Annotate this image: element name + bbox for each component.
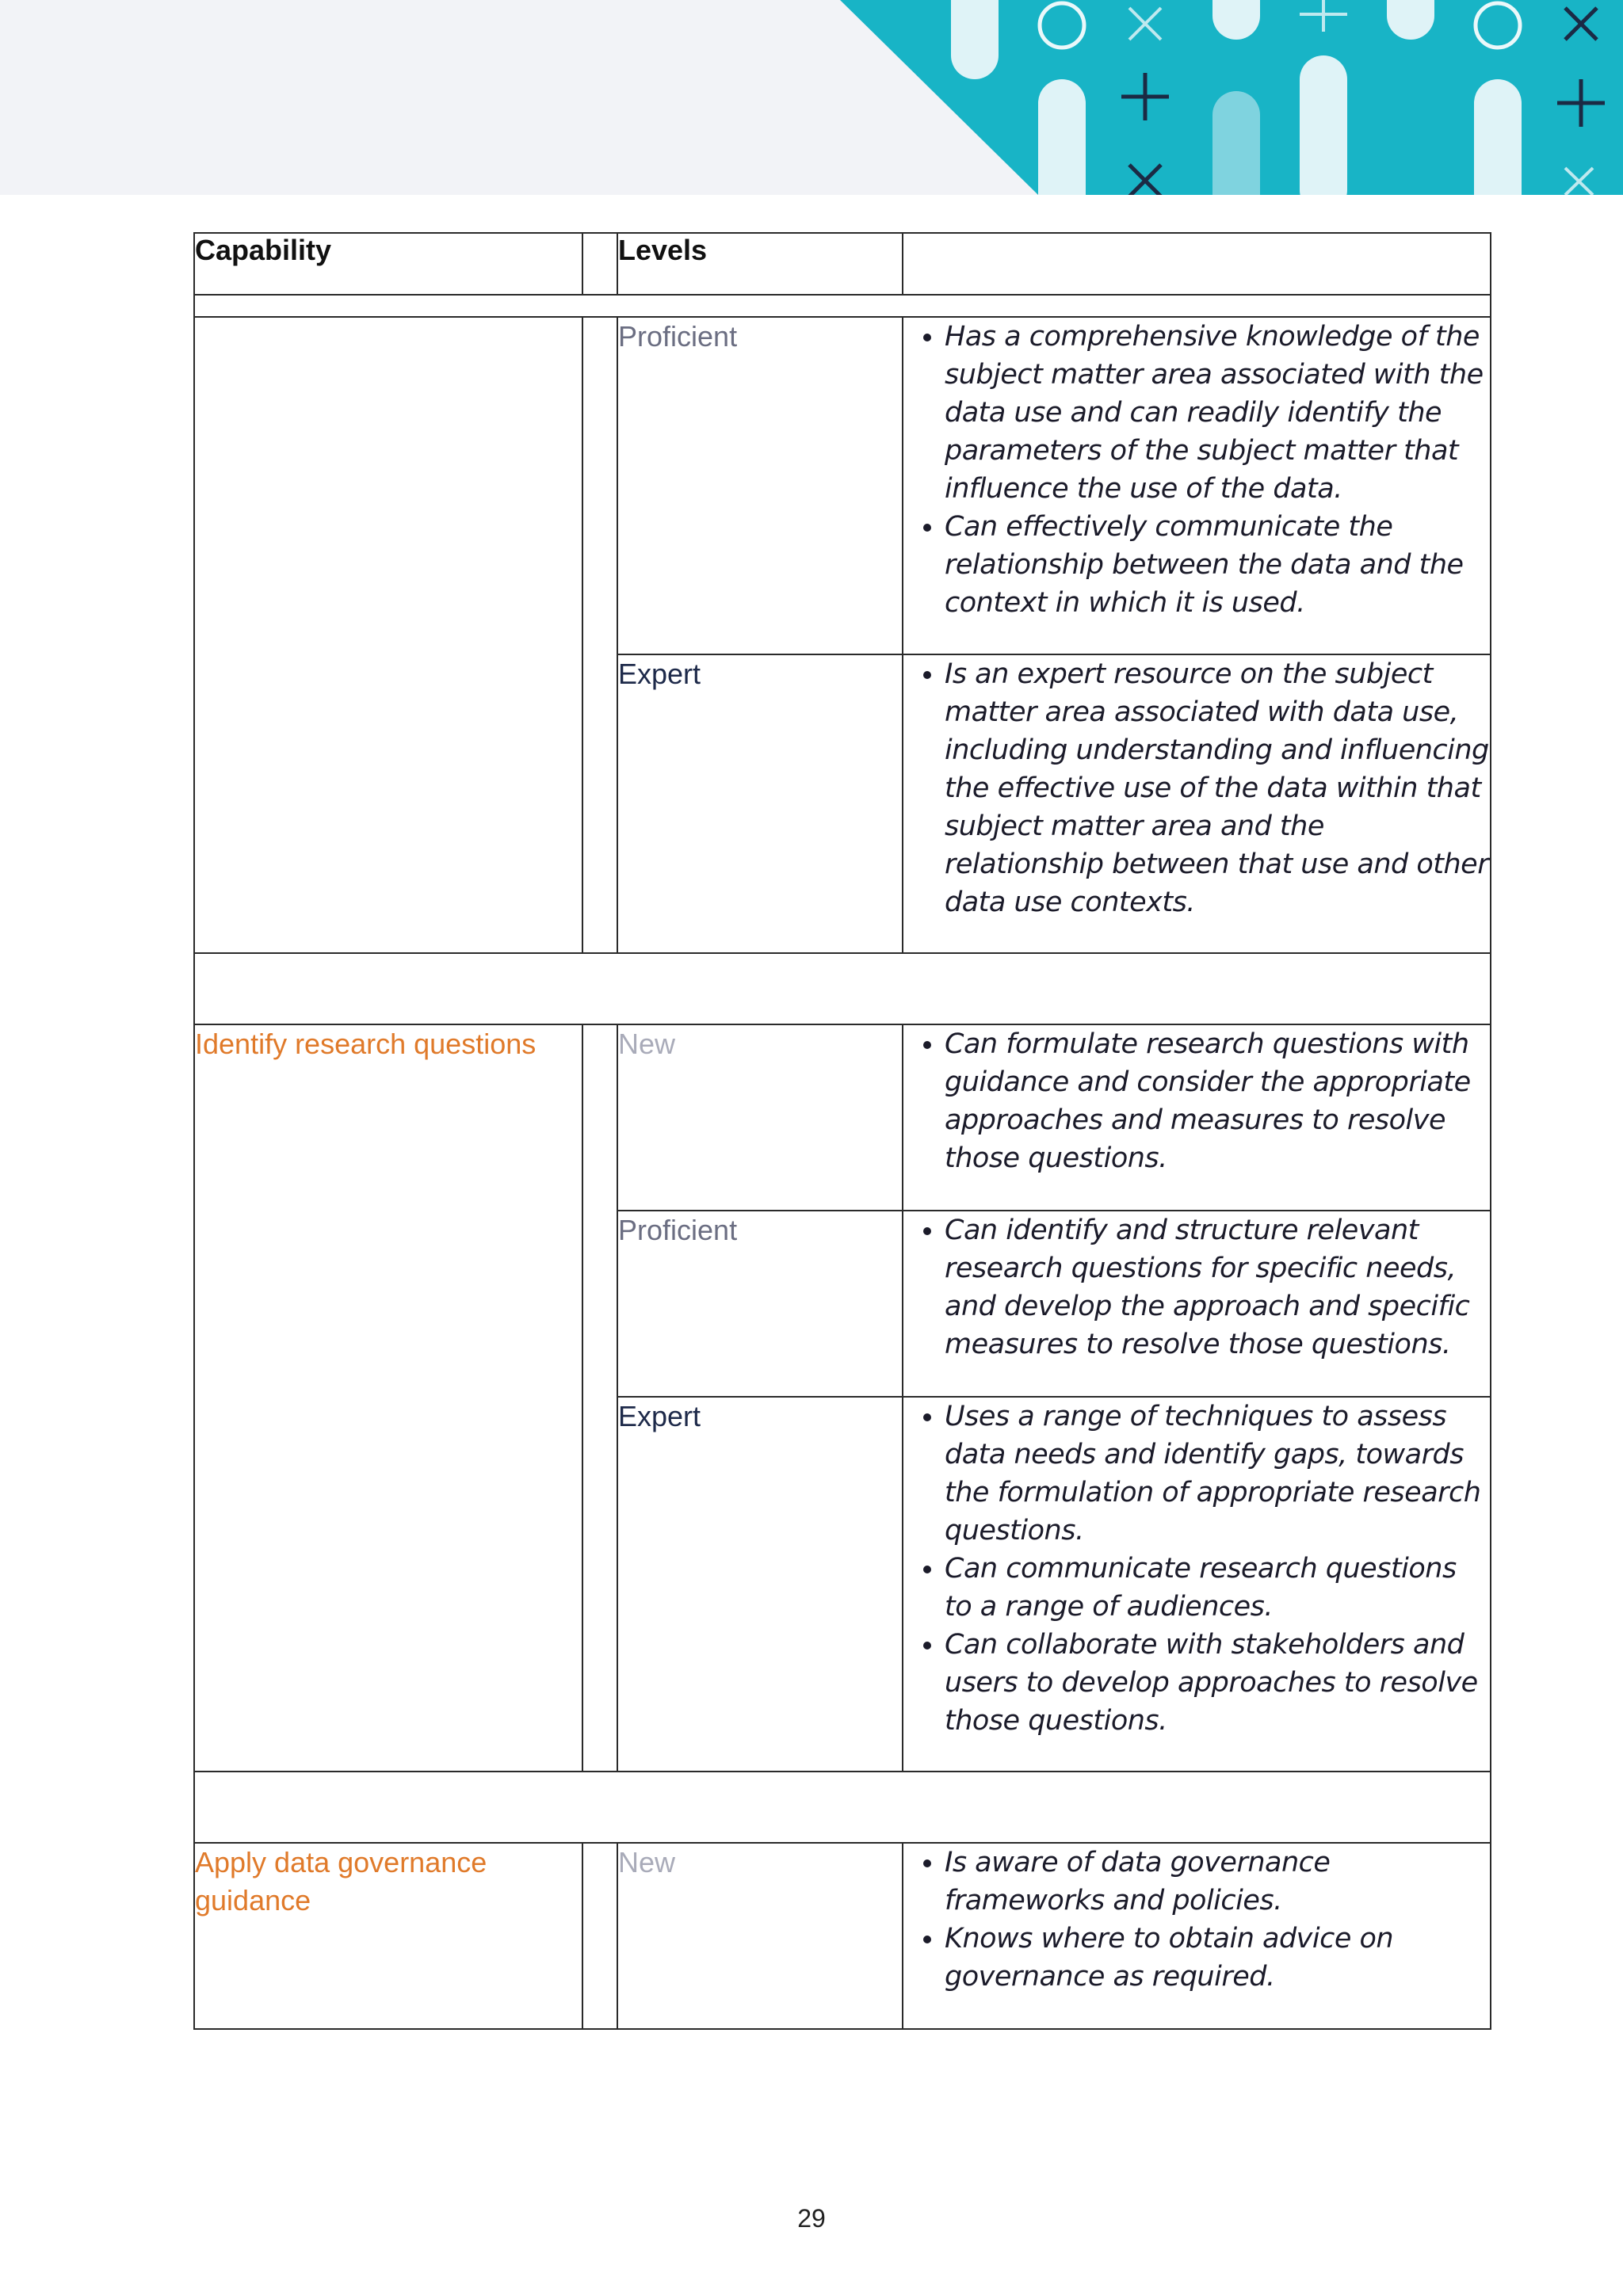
gap-cell	[582, 1843, 617, 2029]
capability-table	[193, 232, 1491, 2030]
level-label: New	[617, 1024, 903, 1211]
list-item: • Has a comprehensive knowledge of the subject matter area associated with the data use and can readily identify the parameters of the subject matter that influence the use of the data.	[945, 318, 1490, 508]
level-description	[903, 654, 1491, 953]
level-description	[903, 1211, 1491, 1397]
level-label: Expert	[617, 1397, 903, 1772]
gap-cell	[582, 1024, 617, 1772]
spacer-row	[194, 953, 1491, 1024]
header-capability: Capability	[194, 233, 582, 295]
decorative-header-pattern	[0, 0, 1623, 195]
table-row	[194, 317, 1491, 654]
list-item: • Uses a range of techniques to assess data needs and identify gaps, towards the formulation of appropriate research questions.	[945, 1398, 1490, 1550]
level-description	[903, 1397, 1491, 1772]
header-levels: Levels	[617, 233, 903, 295]
list-item: • Can identify and structure relevant research questions for specific needs, and develop the approach and specific measures to resolve those questions.	[945, 1211, 1490, 1363]
list-item: • Can communicate research questions to a range of audiences.	[945, 1550, 1490, 1626]
header-spacer	[582, 233, 617, 295]
level-description	[903, 317, 1491, 654]
gap-cell	[582, 317, 617, 953]
capability-name: Identify research questions	[194, 1024, 582, 1772]
list-item: • Is aware of data governance frameworks and policies.	[945, 1844, 1490, 1920]
table-header-row	[194, 233, 1491, 295]
table-row	[194, 1024, 1491, 1211]
spacer-row	[194, 295, 1491, 317]
list-item: • Is an expert resource on the subject matter area associated with data use, including understanding and influencing the effective use of the data within that subject matter area and the relationship between that use and other data use contexts.	[945, 655, 1490, 921]
level-label: Proficient	[617, 317, 903, 654]
page-number: 29	[797, 2204, 826, 2233]
level-description	[903, 1024, 1491, 1211]
level-description	[903, 1843, 1491, 2029]
level-label: New	[617, 1843, 903, 2029]
level-label: Proficient	[617, 1211, 903, 1397]
table-row	[194, 1843, 1491, 2029]
spacer-row	[194, 1772, 1491, 1843]
list-item: • Can formulate research questions with guidance and consider the appropriate approaches and measures to resolve those questions.	[945, 1025, 1490, 1177]
capability-cell	[194, 317, 582, 953]
list-item: • Knows where to obtain advice on governance as required.	[945, 1920, 1490, 1996]
capability-name: Apply data governance guidance	[194, 1843, 582, 2029]
list-item: • Can effectively communicate the relationship between the data and the context in which it is used.	[945, 508, 1490, 622]
level-label: Expert	[617, 654, 903, 953]
list-item: • Can collaborate with stakeholders and users to develop approaches to resolve those questions.	[945, 1626, 1490, 1740]
header-description	[903, 233, 1491, 295]
